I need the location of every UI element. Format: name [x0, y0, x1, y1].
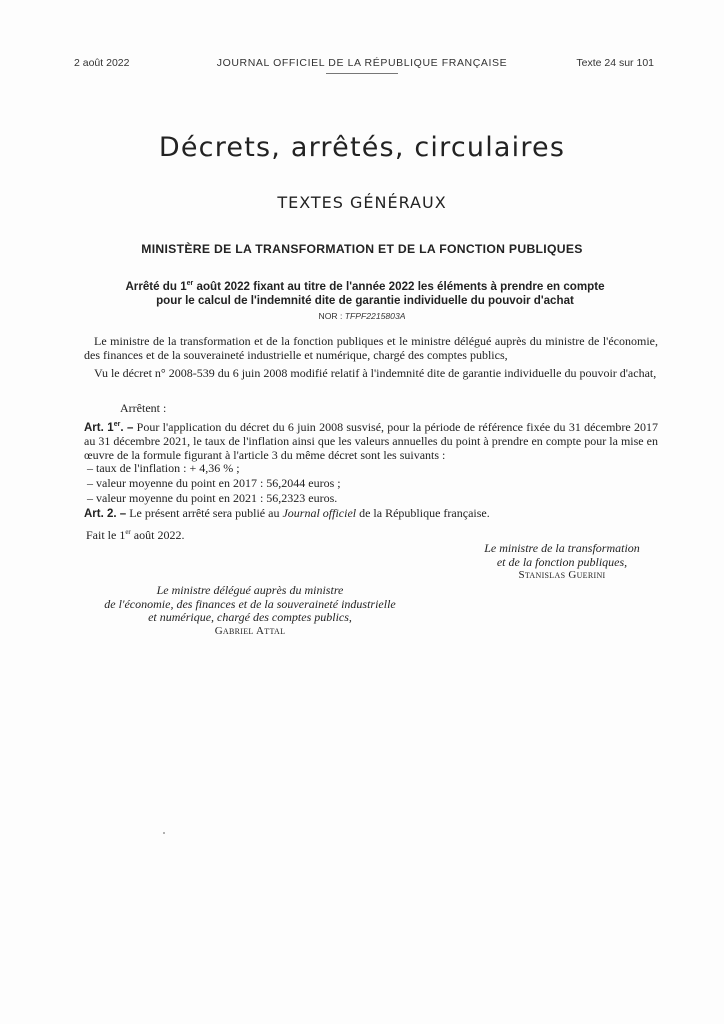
vu-paragraph: Vu le décret n° 2008-539 du 6 juin 2008 modifié relatif à l'indemnité dite de garantie individuelle du pouvoir d'achat,: [94, 366, 657, 380]
header-rule: [326, 73, 398, 74]
article-1-label: [84, 422, 133, 434]
signatory-name: Gabriel Attal: [214, 624, 286, 637]
arrete-title-line1: août 2022 fixant au titre de l'année 2022 les éléments à prendre en compte: [193, 279, 605, 293]
nor-reference: [0, 311, 724, 321]
fait-prefix: Fait le 1: [86, 528, 126, 542]
nor-label: NOR :: [318, 311, 345, 321]
article-1-label-sup: er: [113, 421, 121, 428]
signature-role-line: Le ministre de la transformation: [484, 541, 640, 555]
signature-role-line: Le ministre délégué auprès du ministre: [156, 583, 344, 597]
section-title: TEXTES GÉNÉRAUX: [277, 193, 447, 212]
article-1: [84, 418, 658, 463]
nor-value: TFPF2215803A: [344, 311, 406, 321]
ministry-title: MINISTÈRE DE LA TRANSFORMATION ET DE LA FONCTION PUBLIQUES: [141, 242, 583, 256]
article-1-label-end: . –: [120, 421, 134, 434]
header-text-number: Texte 24 sur 101: [576, 57, 654, 69]
signatory-name: Stanislas Guerini: [518, 569, 606, 581]
arrete-title-line2: pour le calcul de l'indemnité dite de garantie individuelle du pouvoir d'achat: [156, 293, 574, 307]
main-title: Décrets, arrêtés, circulaires: [158, 132, 566, 163]
values-list: [87, 461, 647, 506]
signature-role-line: de l'économie, des finances et de la souveraineté industrielle: [104, 596, 396, 611]
fait-suffix: août 2022.: [130, 528, 185, 542]
article-2-label: Art. 2. –: [84, 508, 127, 520]
article-2-text-after: de la République française.: [356, 506, 490, 520]
signature-block-comptes-publics: [60, 584, 440, 638]
fait-sup: er: [125, 528, 131, 536]
article-2-journal-italic: Journal officiel: [282, 506, 357, 520]
list-item: – taux de l'inflation : + 4,36 % ;: [87, 461, 240, 475]
article-1-text: Pour l'application du décret du 6 juin 2008 susvisé, pour la période de référence fixée du 31 décembre 2017 au 31 décembre 2021, le taux de l'inflation ainsi que les valeurs annuelles du point à prendre en compte pour la mise en œuvre de la formule figurant à l'article 3 du même décret sont les suivants :: [84, 419, 659, 463]
signature-role-line: et numérique, chargé des comptes publics,: [148, 610, 352, 624]
header-journal-name: JOURNAL OFFICIEL DE LA RÉPUBLIQUE FRANÇAISE: [216, 57, 508, 69]
article-1-label-text: Art. 1: [84, 421, 114, 434]
article-2: [84, 507, 658, 522]
header-date: 2 août 2022: [74, 57, 130, 69]
signature-role-line: et de la fonction publiques,: [496, 554, 628, 569]
list-item: – valeur moyenne du point en 2017 : 56,2044 euros ;: [87, 476, 341, 490]
list-item: – valeur moyenne du point en 2021 : 56,2323 euros.: [87, 491, 338, 505]
preamble-paragraph: Le ministre de la transformation et de la fonction publiques et le ministre délégué auprès du ministre de l'économie, des finances et de la souveraineté industrielle et numérique, chargé des comptes publics,: [84, 334, 658, 362]
arrete-title-sup: er: [186, 280, 194, 287]
arrete-title: [60, 277, 670, 308]
scan-speck: [163, 832, 165, 834]
article-2-text-before: Le présent arrêté sera publié au: [126, 506, 283, 520]
arrete-title-prefix: Arrêté du 1: [125, 279, 187, 293]
arretent-line: Arrêtent :: [120, 401, 167, 415]
signature-block-transformation: [452, 542, 672, 583]
